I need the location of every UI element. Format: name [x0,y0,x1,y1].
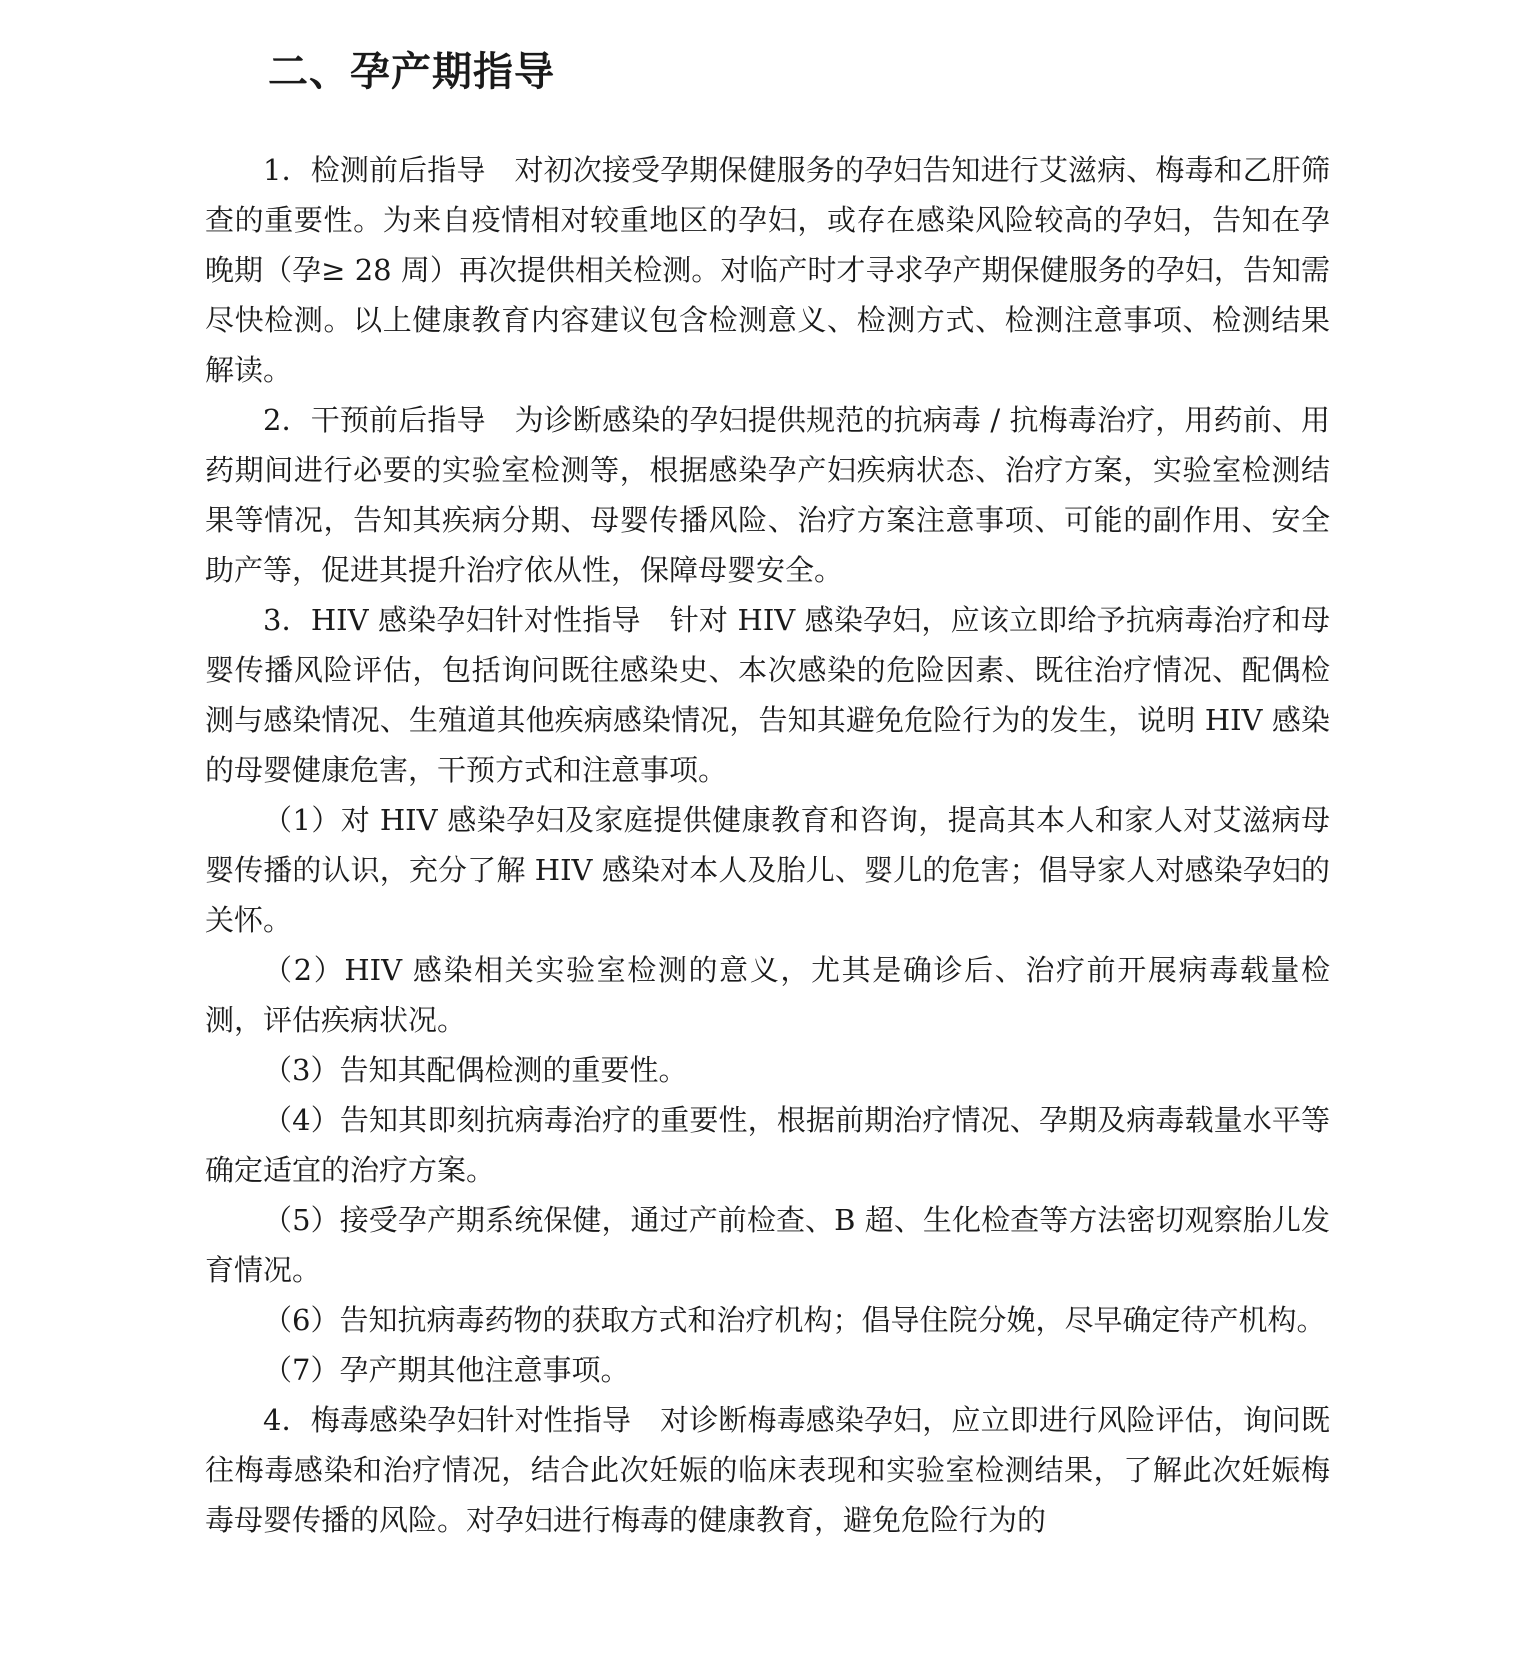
list-item-text: （6）告知抗病毒药物的获取方式和治疗机构；倡导住院分娩，尽早确定待产机构。 [263,1303,1326,1337]
paragraph-4-syphilis-guidance [205,1395,1330,1545]
list-item-text: （3）告知其配偶检测的重要性。 [263,1053,688,1087]
paragraph-3-hiv-guidance [205,595,1330,795]
paragraph-text: 对初次接受孕期保健服务的孕妇告知进行艾滋病、梅毒和乙肝筛查的重要性。为来自疫情相对较重地区的孕妇，或存在感染风险较高的孕妇，告知在孕晚期（孕≥ 28 周）再次提供相关检测。对临产时才寻求孕产期保健服务的孕妇，告知需尽快检测。以上健康教育内容建议包含检测意义、检测方式、检测注意事项、检测结果解读。 [205,153,1330,387]
list-item-text: （5）接受孕产期系统保健，通过产前检查、B 超、生化检查等方法密切观察胎儿发育情况。 [205,1203,1330,1287]
list-item-1 [205,795,1330,945]
paragraph-1-detection-guidance [205,145,1330,395]
document-body [205,145,1330,1545]
list-item-7 [205,1345,1330,1395]
paragraph-lead: 2．干预前后指导 [263,403,486,437]
section-heading: 二、孕产期指导 [268,49,555,95]
paragraph-2-intervention-guidance [205,395,1330,595]
list-item-text: （7）孕产期其他注意事项。 [263,1353,630,1387]
list-item-4 [205,1095,1330,1195]
paragraph-lead: 3．HIV 感染孕妇针对性指导 [263,603,641,637]
paragraph-lead: 4．梅毒感染孕妇针对性指导 [263,1403,632,1437]
list-item-3 [205,1045,1330,1095]
list-item-2 [205,945,1330,1045]
list-item-6 [205,1295,1330,1345]
paragraph-text: 对诊断梅毒感染孕妇，应立即进行风险评估，询问既往梅毒感染和治疗情况，结合此次妊娠的临床表现和实验室检测结果，了解此次妊娠梅毒母婴传播的风险。对孕妇进行梅毒的健康教育，避免危险行为的 [205,1403,1330,1537]
list-item-text: （2）HIV 感染相关实验室检测的意义，尤其是确诊后、治疗前开展病毒载量检测，评估疾病状况。 [205,953,1330,1037]
paragraph-text: 针对 HIV 感染孕妇，应该立即给予抗病毒治疗和母婴传播风险评估，包括询问既往感染史、本次感染的危险因素、既往治疗情况、配偶检测与感染情况、生殖道其他疾病感染情况，告知其避免危险行为的发生，说明 HIV 感染的母婴健康危害，干预方式和注意事项。 [205,603,1330,787]
paragraph-text: 为诊断感染的孕妇提供规范的抗病毒 / 抗梅毒治疗，用药前、用药期间进行必要的实验室检测等，根据感染孕产妇疾病状态、治疗方案，实验室检测结果等情况，告知其疾病分期、母婴传播风险、治疗方案注意事项、可能的副作用、安全助产等，促进其提升治疗依从性，保障母婴安全。 [205,403,1330,587]
paragraph-lead: 1．检测前后指导 [263,153,486,187]
list-item-text: （1）对 HIV 感染孕妇及家庭提供健康教育和咨询，提高其本人和家人对艾滋病母婴传播的认识，充分了解 HIV 感染对本人及胎儿、婴儿的危害；倡导家人对感染孕妇的关怀。 [205,803,1330,937]
list-item-5 [205,1195,1330,1295]
list-item-text: （4）告知其即刻抗病毒治疗的重要性，根据前期治疗情况、孕期及病毒载量水平等确定适宜的治疗方案。 [205,1103,1330,1187]
